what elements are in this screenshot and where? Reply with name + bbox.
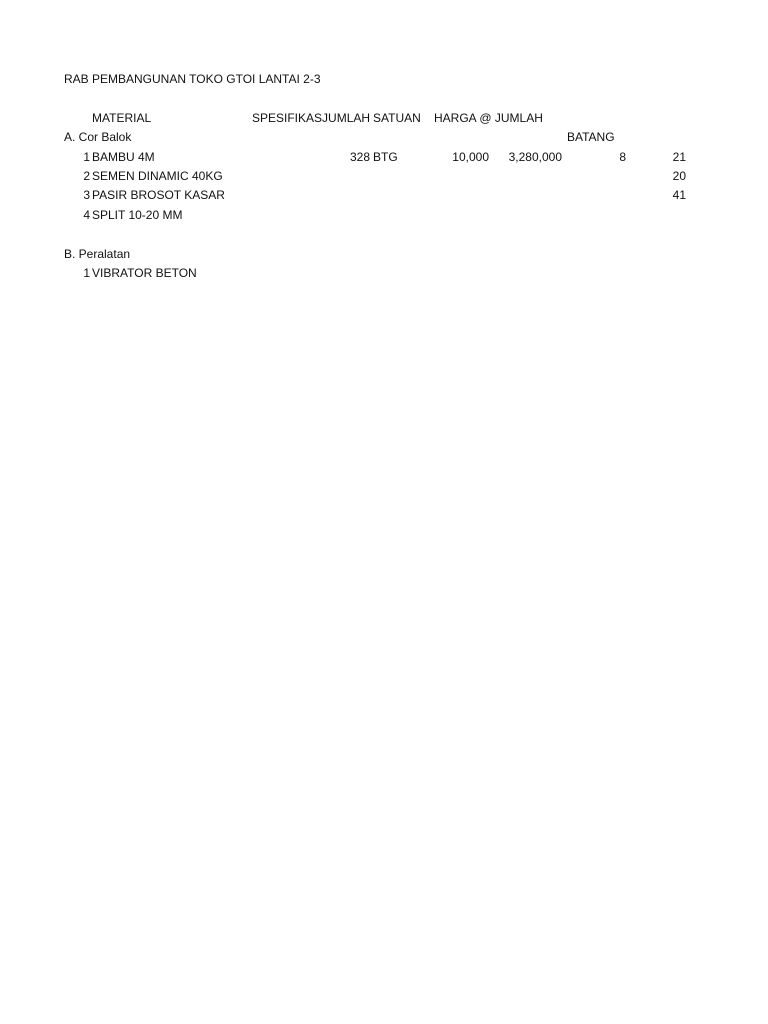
- section-b-label: B. Peralatan: [64, 247, 131, 261]
- material-name: SPLIT 10-20 MM: [92, 208, 183, 222]
- batang-value: 8: [619, 150, 626, 164]
- row-number: 1: [83, 150, 90, 164]
- row-number: 4: [83, 208, 90, 222]
- jumlah-value: 328: [349, 150, 370, 164]
- harga-value: 10,000: [452, 150, 489, 164]
- header-material: MATERIAL: [92, 111, 152, 125]
- material-name: SEMEN DINAMIC 40KG: [92, 169, 223, 183]
- material-name: BAMBU 4M: [92, 150, 155, 164]
- last-column-value: 21: [672, 150, 686, 164]
- equipment-name: VIBRATOR BETON: [92, 266, 197, 280]
- header-spesifikasi-jumlah: SPESIFIKASJUMLAH: [252, 111, 371, 125]
- document-title: RAB PEMBANGUNAN TOKO GTOI LANTAI 2-3: [64, 72, 321, 86]
- row-number: 1: [83, 266, 90, 280]
- total-value: 3,280,000: [508, 150, 562, 164]
- satuan-value: BTG: [373, 150, 398, 164]
- material-name: PASIR BROSOT KASAR: [92, 188, 225, 202]
- last-column-value: 41: [672, 188, 686, 202]
- section-a-label: A. Cor Balok: [64, 130, 132, 144]
- row-number: 3: [83, 188, 90, 202]
- header-satuan: SATUAN: [373, 111, 421, 125]
- row-number: 2: [83, 169, 90, 183]
- header-batang: BATANG: [567, 130, 615, 144]
- header-harga-jumlah: HARGA @ JUMLAH: [434, 111, 543, 125]
- last-column-value: 20: [672, 169, 686, 183]
